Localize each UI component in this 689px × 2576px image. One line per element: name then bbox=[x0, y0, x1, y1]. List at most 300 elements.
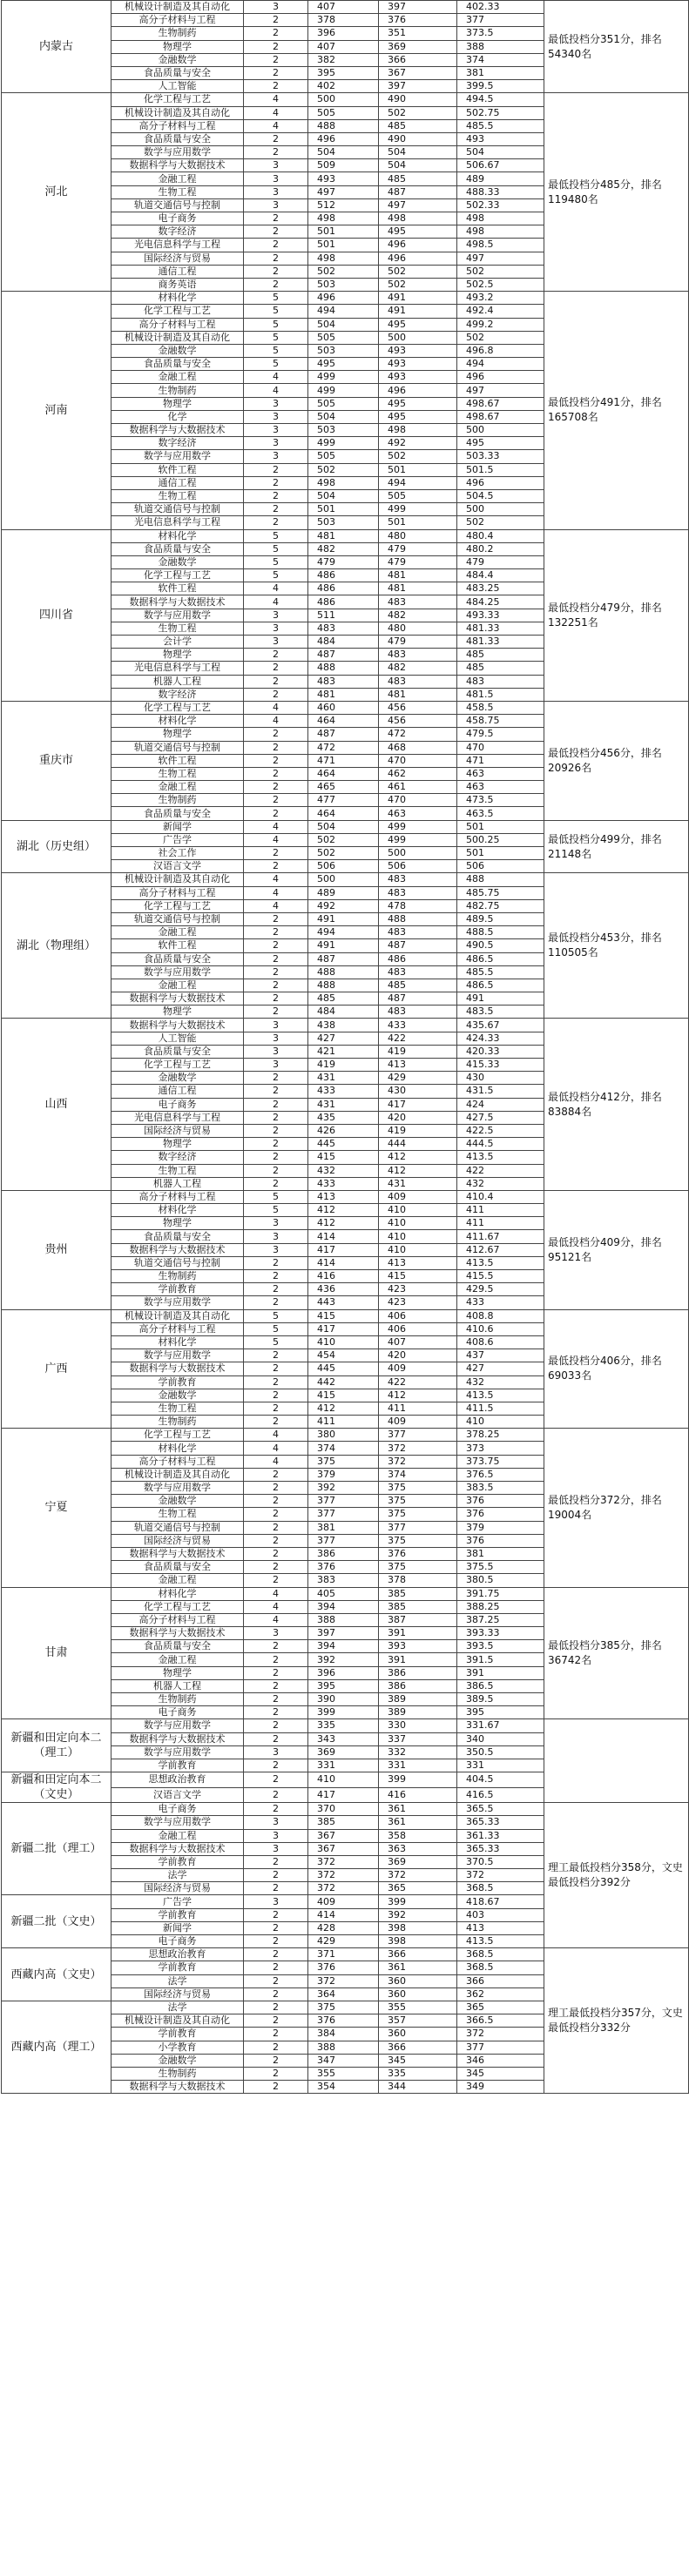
major-cell: 机械设计制造及其自动化 bbox=[111, 331, 244, 344]
major-cell: 化学工程与工艺 bbox=[111, 1429, 244, 1442]
quota-cell: 3 bbox=[244, 1745, 308, 1759]
major-cell: 数据科学与大数据技术 bbox=[111, 1362, 244, 1375]
max-score-cell: 498 bbox=[308, 476, 379, 489]
quota-cell: 2 bbox=[244, 239, 308, 252]
min-score-cell: 397 bbox=[379, 80, 457, 93]
avg-score-cell: 480.2 bbox=[457, 542, 544, 555]
major-cell: 软件工程 bbox=[111, 939, 244, 952]
province-cell: 四川省 bbox=[2, 529, 111, 701]
max-score-cell: 483 bbox=[308, 675, 379, 688]
avg-score-cell: 480.4 bbox=[457, 529, 544, 542]
avg-score-cell: 420.33 bbox=[457, 1045, 544, 1058]
avg-score-cell: 502 bbox=[457, 331, 544, 344]
quota-cell: 5 bbox=[244, 1190, 308, 1203]
province-cell: 西藏内高（理工） bbox=[2, 2001, 111, 2093]
avg-score-cell: 502 bbox=[457, 265, 544, 278]
max-score-cell: 491 bbox=[308, 939, 379, 952]
max-score-cell: 464 bbox=[308, 715, 379, 728]
avg-score-cell: 345 bbox=[457, 2067, 544, 2080]
quota-cell: 2 bbox=[244, 728, 308, 741]
max-score-cell: 371 bbox=[308, 1948, 379, 1961]
avg-score-cell: 498.67 bbox=[457, 397, 544, 410]
avg-score-cell: 485 bbox=[457, 662, 544, 675]
min-score-cell: 386 bbox=[379, 1679, 457, 1692]
avg-score-cell: 458.5 bbox=[457, 701, 544, 714]
major-cell: 数据科学与大数据技术 bbox=[111, 1547, 244, 1560]
major-cell: 汉语言文学 bbox=[111, 860, 244, 873]
avg-score-cell: 411.67 bbox=[457, 1230, 544, 1243]
min-score-cell: 376 bbox=[379, 14, 457, 27]
avg-score-cell: 471 bbox=[457, 754, 544, 767]
major-cell: 小学教育 bbox=[111, 2041, 244, 2054]
max-score-cell: 412 bbox=[308, 1204, 379, 1217]
quota-cell: 2 bbox=[244, 53, 308, 66]
quota-cell: 2 bbox=[244, 992, 308, 1006]
major-cell: 食品质量与安全 bbox=[111, 358, 244, 371]
quota-cell: 3 bbox=[244, 1045, 308, 1058]
quota-cell: 2 bbox=[244, 1574, 308, 1587]
major-cell: 光电信息科学与工程 bbox=[111, 662, 244, 675]
avg-score-cell: 481.33 bbox=[457, 622, 544, 635]
quota-cell: 2 bbox=[244, 1296, 308, 1309]
quota-cell: 3 bbox=[244, 1217, 308, 1230]
min-score-cell: 495 bbox=[379, 318, 457, 331]
max-score-cell: 409 bbox=[308, 1895, 379, 1908]
min-score-cell: 499 bbox=[379, 833, 457, 846]
min-score-cell: 468 bbox=[379, 741, 457, 754]
max-score-cell: 392 bbox=[308, 1653, 379, 1666]
quota-cell: 3 bbox=[244, 1627, 308, 1640]
max-score-cell: 364 bbox=[308, 1987, 379, 2001]
major-cell: 数据科学与大数据技术 bbox=[111, 2081, 244, 2094]
max-score-cell: 481 bbox=[308, 688, 379, 701]
min-score-cell: 456 bbox=[379, 701, 457, 714]
min-score-cell: 444 bbox=[379, 1138, 457, 1151]
max-score-cell: 414 bbox=[308, 1908, 379, 1921]
major-cell: 生物工程 bbox=[111, 489, 244, 502]
max-score-cell: 487 bbox=[308, 952, 379, 965]
max-score-cell: 413 bbox=[308, 1190, 379, 1203]
quota-cell: 3 bbox=[244, 198, 308, 212]
avg-score-cell: 365.33 bbox=[457, 1842, 544, 1855]
avg-score-cell: 350.5 bbox=[457, 1745, 544, 1759]
avg-score-cell: 415.33 bbox=[457, 1059, 544, 1072]
major-cell: 食品质量与安全 bbox=[111, 952, 244, 965]
quota-cell: 2 bbox=[244, 1468, 308, 1481]
min-score-cell: 361 bbox=[379, 1803, 457, 1816]
avg-score-cell: 393.5 bbox=[457, 1640, 544, 1653]
min-score-cell: 409 bbox=[379, 1190, 457, 1203]
avg-score-cell: 489.5 bbox=[457, 912, 544, 925]
quota-cell: 2 bbox=[244, 2028, 308, 2041]
major-cell: 数据科学与大数据技术 bbox=[111, 595, 244, 609]
min-score-cell: 483 bbox=[379, 649, 457, 662]
avg-score-cell: 378.25 bbox=[457, 1429, 544, 1442]
max-score-cell: 377 bbox=[308, 1534, 379, 1547]
max-score-cell: 484 bbox=[308, 1006, 379, 1019]
table-row bbox=[2, 701, 689, 714]
quota-cell: 4 bbox=[244, 1429, 308, 1442]
max-score-cell: 378 bbox=[308, 14, 379, 27]
max-score-cell: 502 bbox=[308, 265, 379, 278]
major-cell: 金融工程 bbox=[111, 1829, 244, 1842]
province-cell: 广西 bbox=[2, 1309, 111, 1429]
min-score-cell: 372 bbox=[379, 1455, 457, 1468]
quota-cell: 3 bbox=[244, 172, 308, 185]
major-cell: 数据科学与大数据技术 bbox=[111, 424, 244, 437]
quota-cell: 2 bbox=[244, 27, 308, 40]
quota-cell: 4 bbox=[244, 595, 308, 609]
max-score-cell: 372 bbox=[308, 1882, 379, 1895]
major-cell: 会计学 bbox=[111, 636, 244, 649]
min-score-cell: 486 bbox=[379, 952, 457, 965]
quota-cell: 2 bbox=[244, 1855, 308, 1868]
max-score-cell: 482 bbox=[308, 542, 379, 555]
quota-cell: 5 bbox=[244, 318, 308, 331]
quota-cell: 4 bbox=[244, 119, 308, 132]
min-score-cell: 470 bbox=[379, 754, 457, 767]
avg-score-cell: 500 bbox=[457, 503, 544, 516]
avg-score-cell: 479.5 bbox=[457, 728, 544, 741]
max-score-cell: 433 bbox=[308, 1177, 379, 1190]
major-cell: 机械设计制造及其自动化 bbox=[111, 2014, 244, 2028]
avg-score-cell: 444.5 bbox=[457, 1138, 544, 1151]
major-cell: 数据科学与大数据技术 bbox=[111, 1732, 244, 1745]
min-score-cell: 483 bbox=[379, 926, 457, 939]
avg-score-cell: 504 bbox=[457, 146, 544, 159]
major-cell: 国际经济与贸易 bbox=[111, 1124, 244, 1137]
max-score-cell: 402 bbox=[308, 80, 379, 93]
avg-score-cell: 374 bbox=[457, 53, 544, 66]
min-score-cell: 502 bbox=[379, 106, 457, 119]
cutoff-note-cell: 最低投档分406分，排名69033名 bbox=[544, 1309, 689, 1429]
major-cell: 材料化学 bbox=[111, 529, 244, 542]
major-cell: 高分子材料与工程 bbox=[111, 1190, 244, 1203]
min-score-cell: 480 bbox=[379, 529, 457, 542]
avg-score-cell: 482.75 bbox=[457, 899, 544, 912]
min-score-cell: 357 bbox=[379, 2014, 457, 2028]
max-score-cell: 421 bbox=[308, 1045, 379, 1058]
quota-cell: 2 bbox=[244, 2081, 308, 2094]
max-score-cell: 488 bbox=[308, 979, 379, 992]
avg-score-cell: 494 bbox=[457, 358, 544, 371]
province-cell: 湖北（物理组） bbox=[2, 873, 111, 1019]
max-score-cell: 472 bbox=[308, 741, 379, 754]
max-score-cell: 367 bbox=[308, 1842, 379, 1855]
major-cell: 金融工程 bbox=[111, 371, 244, 384]
quota-cell: 2 bbox=[244, 675, 308, 688]
quota-cell: 2 bbox=[244, 807, 308, 820]
major-cell: 学前教育 bbox=[111, 1375, 244, 1389]
min-score-cell: 377 bbox=[379, 1521, 457, 1534]
avg-score-cell: 408.8 bbox=[457, 1309, 544, 1322]
avg-score-cell: 486.5 bbox=[457, 979, 544, 992]
min-score-cell: 393 bbox=[379, 1640, 457, 1653]
quota-cell: 4 bbox=[244, 93, 308, 106]
max-score-cell: 505 bbox=[308, 450, 379, 463]
table-row bbox=[2, 292, 689, 305]
major-cell: 学前教育 bbox=[111, 1961, 244, 1974]
min-score-cell: 495 bbox=[379, 410, 457, 423]
max-score-cell: 512 bbox=[308, 198, 379, 212]
province-cell: 宁夏 bbox=[2, 1429, 111, 1587]
major-cell: 金融数学 bbox=[111, 53, 244, 66]
cutoff-note-cell: 最低投档分491分，排名165708名 bbox=[544, 292, 689, 529]
min-score-cell: 413 bbox=[379, 1256, 457, 1269]
quota-cell: 2 bbox=[244, 1653, 308, 1666]
max-score-cell: 465 bbox=[308, 781, 379, 794]
table-row bbox=[2, 1429, 689, 1442]
max-score-cell: 487 bbox=[308, 728, 379, 741]
min-score-cell: 481 bbox=[379, 688, 457, 701]
table-row bbox=[2, 1309, 689, 1322]
avg-score-cell: 500 bbox=[457, 424, 544, 437]
min-score-cell: 488 bbox=[379, 912, 457, 925]
max-score-cell: 499 bbox=[308, 371, 379, 384]
quota-cell: 2 bbox=[244, 40, 308, 53]
quota-cell: 4 bbox=[244, 886, 308, 899]
avg-score-cell: 416.5 bbox=[457, 1787, 544, 1803]
cutoff-note-cell: 理工最低投档分358分，文史最低投档分392分 bbox=[544, 1803, 689, 1948]
quota-cell: 2 bbox=[244, 1679, 308, 1692]
min-score-cell: 500 bbox=[379, 331, 457, 344]
quota-cell: 4 bbox=[244, 1455, 308, 1468]
quota-cell: 3 bbox=[244, 1019, 308, 1032]
min-score-cell: 412 bbox=[379, 1389, 457, 1402]
major-cell: 电子商务 bbox=[111, 1706, 244, 1719]
avg-score-cell: 498.67 bbox=[457, 410, 544, 423]
max-score-cell: 377 bbox=[308, 1508, 379, 1521]
quota-cell: 2 bbox=[244, 278, 308, 291]
quota-cell: 2 bbox=[244, 952, 308, 965]
major-cell: 人工智能 bbox=[111, 80, 244, 93]
major-cell: 物理学 bbox=[111, 728, 244, 741]
avg-score-cell: 432 bbox=[457, 1375, 544, 1389]
min-score-cell: 332 bbox=[379, 1745, 457, 1759]
cutoff-note-cell: 理工最低投档分357分，文史最低投档分332分 bbox=[544, 1948, 689, 2094]
max-score-cell: 486 bbox=[308, 582, 379, 595]
major-cell: 生物制药 bbox=[111, 1693, 244, 1706]
avg-score-cell: 393.33 bbox=[457, 1627, 544, 1640]
major-cell: 光电信息科学与工程 bbox=[111, 1111, 244, 1124]
min-score-cell: 493 bbox=[379, 344, 457, 357]
max-score-cell: 388 bbox=[308, 1613, 379, 1626]
min-score-cell: 420 bbox=[379, 1111, 457, 1124]
major-cell: 金融工程 bbox=[111, 979, 244, 992]
table-row bbox=[2, 93, 689, 106]
max-score-cell: 493 bbox=[308, 172, 379, 185]
province-cell: 河北 bbox=[2, 93, 111, 292]
avg-score-cell: 376 bbox=[457, 1508, 544, 1521]
max-score-cell: 496 bbox=[308, 132, 379, 145]
major-cell: 数学与应用数学 bbox=[111, 1816, 244, 1829]
quota-cell: 2 bbox=[244, 1787, 308, 1803]
max-score-cell: 335 bbox=[308, 1719, 379, 1732]
major-cell: 金融数学 bbox=[111, 555, 244, 568]
max-score-cell: 379 bbox=[308, 1468, 379, 1481]
avg-score-cell: 458.75 bbox=[457, 715, 544, 728]
avg-score-cell: 340 bbox=[457, 1732, 544, 1745]
major-cell: 生物制药 bbox=[111, 27, 244, 40]
quota-cell: 2 bbox=[244, 1416, 308, 1429]
quota-cell: 2 bbox=[244, 2067, 308, 2080]
max-score-cell: 503 bbox=[308, 278, 379, 291]
max-score-cell: 499 bbox=[308, 437, 379, 450]
table-row bbox=[2, 1, 689, 14]
table-row bbox=[2, 1803, 689, 1816]
min-score-cell: 485 bbox=[379, 979, 457, 992]
major-cell: 化学工程与工艺 bbox=[111, 899, 244, 912]
major-cell: 食品质量与安全 bbox=[111, 132, 244, 145]
quota-cell: 2 bbox=[244, 794, 308, 807]
avg-score-cell: 389.5 bbox=[457, 1693, 544, 1706]
quota-cell: 5 bbox=[244, 1322, 308, 1335]
min-score-cell: 483 bbox=[379, 675, 457, 688]
province-cell: 重庆市 bbox=[2, 701, 111, 820]
quota-cell: 2 bbox=[244, 1561, 308, 1574]
avg-score-cell: 506 bbox=[457, 860, 544, 873]
major-cell: 数字经济 bbox=[111, 1151, 244, 1164]
avg-score-cell: 489 bbox=[457, 172, 544, 185]
min-score-cell: 410 bbox=[379, 1230, 457, 1243]
cutoff-note-cell bbox=[544, 1719, 689, 1803]
quota-cell: 2 bbox=[244, 649, 308, 662]
major-cell: 食品质量与安全 bbox=[111, 1045, 244, 1058]
avg-score-cell: 386.5 bbox=[457, 1679, 544, 1692]
major-cell: 法学 bbox=[111, 2001, 244, 2014]
min-score-cell: 495 bbox=[379, 397, 457, 410]
major-cell: 数学与应用数学 bbox=[111, 1745, 244, 1759]
avg-score-cell: 365.33 bbox=[457, 1816, 544, 1829]
min-score-cell: 345 bbox=[379, 2054, 457, 2067]
max-score-cell: 501 bbox=[308, 225, 379, 239]
avg-score-cell: 502.33 bbox=[457, 198, 544, 212]
major-cell: 机械设计制造及其自动化 bbox=[111, 106, 244, 119]
quota-cell: 2 bbox=[244, 516, 308, 529]
major-cell: 机械设计制造及其自动化 bbox=[111, 1309, 244, 1322]
quota-cell: 2 bbox=[244, 2001, 308, 2014]
major-cell: 机械设计制造及其自动化 bbox=[111, 873, 244, 886]
min-score-cell: 499 bbox=[379, 503, 457, 516]
avg-score-cell: 492.4 bbox=[457, 305, 544, 318]
quota-cell: 2 bbox=[244, 1177, 308, 1190]
quota-cell: 2 bbox=[244, 1164, 308, 1177]
quota-cell: 5 bbox=[244, 569, 308, 582]
avg-score-cell: 463.5 bbox=[457, 807, 544, 820]
major-cell: 生物制药 bbox=[111, 794, 244, 807]
major-cell: 通信工程 bbox=[111, 1085, 244, 1098]
max-score-cell: 407 bbox=[308, 1, 379, 14]
quota-cell: 2 bbox=[244, 926, 308, 939]
min-score-cell: 360 bbox=[379, 1974, 457, 1987]
table-row bbox=[2, 1587, 689, 1600]
major-cell: 光电信息科学与工程 bbox=[111, 516, 244, 529]
quota-cell: 4 bbox=[244, 1613, 308, 1626]
max-score-cell: 498 bbox=[308, 212, 379, 225]
avg-score-cell: 496 bbox=[457, 371, 544, 384]
major-cell: 高分子材料与工程 bbox=[111, 318, 244, 331]
max-score-cell: 492 bbox=[308, 899, 379, 912]
avg-score-cell: 376.5 bbox=[457, 1468, 544, 1481]
major-cell: 材料化学 bbox=[111, 1442, 244, 1455]
min-score-cell: 385 bbox=[379, 1587, 457, 1600]
min-score-cell: 487 bbox=[379, 185, 457, 198]
min-score-cell: 470 bbox=[379, 794, 457, 807]
major-cell: 电子商务 bbox=[111, 212, 244, 225]
max-score-cell: 495 bbox=[308, 358, 379, 371]
major-cell: 化学工程与工艺 bbox=[111, 569, 244, 582]
max-score-cell: 486 bbox=[308, 569, 379, 582]
avg-score-cell: 503.33 bbox=[457, 450, 544, 463]
avg-score-cell: 411.5 bbox=[457, 1402, 544, 1415]
max-score-cell: 504 bbox=[308, 146, 379, 159]
min-score-cell: 358 bbox=[379, 1829, 457, 1842]
major-cell: 软件工程 bbox=[111, 463, 244, 476]
max-score-cell: 410 bbox=[308, 1772, 379, 1788]
min-score-cell: 366 bbox=[379, 2041, 457, 2054]
avg-score-cell: 501 bbox=[457, 820, 544, 833]
avg-score-cell: 391.75 bbox=[457, 1587, 544, 1600]
quota-cell: 2 bbox=[244, 1987, 308, 2001]
max-score-cell: 417 bbox=[308, 1787, 379, 1803]
max-score-cell: 435 bbox=[308, 1111, 379, 1124]
province-cell: 甘肃 bbox=[2, 1587, 111, 1719]
quota-cell: 2 bbox=[244, 1974, 308, 1987]
province-cell: 新疆和田定向本二（文史） bbox=[2, 1772, 111, 1803]
quota-cell: 2 bbox=[244, 1283, 308, 1296]
min-score-cell: 495 bbox=[379, 225, 457, 239]
cutoff-note-cell: 最低投档分412分，排名83884名 bbox=[544, 1019, 689, 1190]
min-score-cell: 491 bbox=[379, 305, 457, 318]
max-score-cell: 426 bbox=[308, 1124, 379, 1137]
province-cell: 西藏内高（文史） bbox=[2, 1948, 111, 2001]
quota-cell: 3 bbox=[244, 1032, 308, 1045]
max-score-cell: 370 bbox=[308, 1803, 379, 1816]
avg-score-cell: 388.25 bbox=[457, 1600, 544, 1613]
avg-score-cell: 490.5 bbox=[457, 939, 544, 952]
min-score-cell: 504 bbox=[379, 146, 457, 159]
max-score-cell: 428 bbox=[308, 1921, 379, 1934]
major-cell: 高分子材料与工程 bbox=[111, 886, 244, 899]
max-score-cell: 394 bbox=[308, 1640, 379, 1653]
max-score-cell: 396 bbox=[308, 27, 379, 40]
min-score-cell: 351 bbox=[379, 27, 457, 40]
quota-cell: 2 bbox=[244, 212, 308, 225]
quota-cell: 2 bbox=[244, 265, 308, 278]
max-score-cell: 504 bbox=[308, 489, 379, 502]
min-score-cell: 479 bbox=[379, 555, 457, 568]
min-score-cell: 391 bbox=[379, 1627, 457, 1640]
avg-score-cell: 485 bbox=[457, 649, 544, 662]
max-score-cell: 386 bbox=[308, 1547, 379, 1560]
major-cell: 食品质量与安全 bbox=[111, 1561, 244, 1574]
quota-cell: 2 bbox=[244, 225, 308, 239]
avg-score-cell: 430 bbox=[457, 1072, 544, 1085]
avg-score-cell: 387.25 bbox=[457, 1613, 544, 1626]
major-cell: 食品质量与安全 bbox=[111, 1230, 244, 1243]
cutoff-note-cell: 最低投档分453分，排名110505名 bbox=[544, 873, 689, 1019]
quota-cell: 4 bbox=[244, 820, 308, 833]
min-score-cell: 386 bbox=[379, 1666, 457, 1679]
max-score-cell: 375 bbox=[308, 2001, 379, 2014]
major-cell: 数学与应用数学 bbox=[111, 146, 244, 159]
min-score-cell: 412 bbox=[379, 1164, 457, 1177]
avg-score-cell: 479 bbox=[457, 555, 544, 568]
max-score-cell: 483 bbox=[308, 622, 379, 635]
min-score-cell: 376 bbox=[379, 1547, 457, 1560]
avg-score-cell: 485.5 bbox=[457, 965, 544, 979]
avg-score-cell: 368.5 bbox=[457, 1882, 544, 1895]
